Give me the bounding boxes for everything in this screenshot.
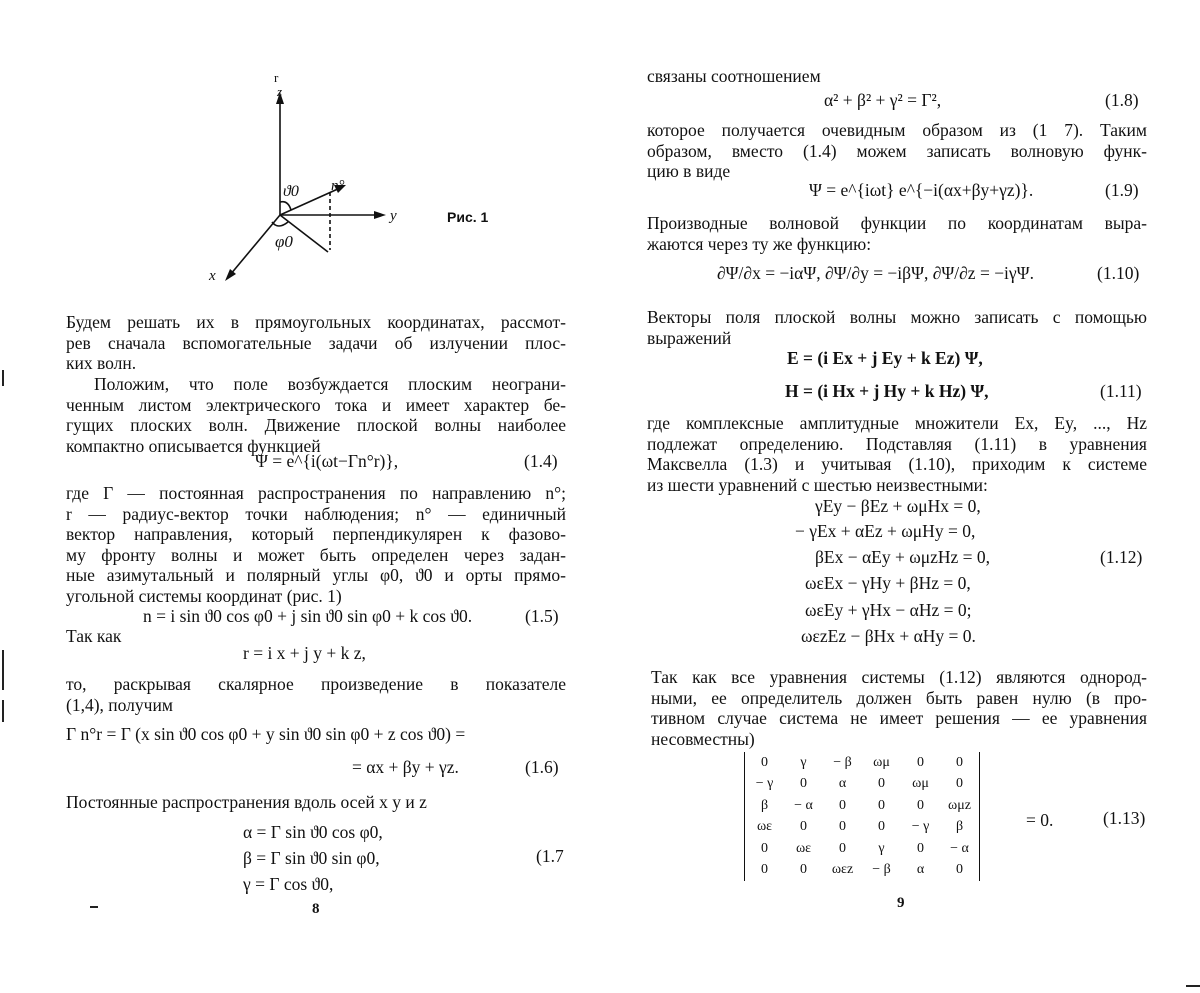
matrix-cell: ωε — [795, 840, 812, 856]
equation-1-7-beta: β = Γ sin ϑ0 sin φ0, — [243, 848, 380, 868]
equation-1-9: Ψ = e^{iωt} e^{−i(αx+βy+γz)}. — [809, 180, 1034, 200]
matrix-cell: 0 — [917, 840, 924, 856]
matrix-cell: 0 — [761, 840, 768, 856]
matrix-cell: ωμz — [948, 797, 971, 813]
determinant-matrix — [744, 752, 980, 881]
matrix-cell: 0 — [839, 819, 846, 835]
equation-1-8: α² + β² + γ² = Γ², — [824, 90, 942, 110]
tak-kak-text: Так как — [66, 626, 122, 646]
matrix-cell: ωε — [756, 819, 773, 835]
coordinate-figure — [200, 60, 400, 290]
right-paragraph-1: которое получается очевидным образом из (1 7). Таким образом, вместо (1.4) можем записать волновую функ- цию в виде — [647, 120, 1147, 181]
equation-1-12-row: − γEx + αEz + ωμHy = 0, — [795, 521, 976, 541]
matrix-cell: 0 — [800, 862, 807, 878]
matrix-row — [745, 795, 979, 817]
equation-1-10: ∂Ψ/∂x = −iαΨ, ∂Ψ/∂y = −iβΨ, ∂Ψ/∂z = −iγΨ. — [717, 263, 1034, 283]
matrix-row — [745, 860, 979, 882]
x-axis — [230, 215, 280, 275]
matrix-cell: − β — [833, 754, 852, 770]
left-paragraph-1: Будем решать их в прямоугольных координатах, рассмот- рев сначала вспомогательные задачи об излучении плос- ких волн. — [66, 312, 566, 373]
matrix-cell: 0 — [800, 776, 807, 792]
equation-1-4-number: (1.4) — [524, 451, 558, 471]
matrix-cell: 0 — [878, 776, 885, 792]
matrix-cell: − α — [950, 840, 969, 856]
equation-1-11-number: (1.11) — [1100, 381, 1142, 401]
equation-r: r = i x + j y + k z, — [243, 643, 366, 663]
right-paragraph-2: Производные волновой функции по координатам выра- жаются через ту же функцию: — [647, 213, 1147, 254]
matrix-cell: 0 — [800, 819, 807, 835]
equation-1-7-number: (1.7 — [536, 846, 564, 866]
equation-1-13-number: (1.13) — [1103, 808, 1146, 828]
equation-1-8-number: (1.8) — [1105, 90, 1139, 110]
matrix-cell: γ — [878, 840, 885, 856]
equation-1-7-alpha: α = Γ sin ϑ0 cos φ0, — [243, 822, 383, 842]
equation-1-11-e: E = (i Ex + j Ey + k Ez) Ψ, — [787, 348, 983, 368]
matrix-cell: γ — [800, 754, 807, 770]
matrix-cell: 0 — [761, 754, 768, 770]
equation-1-4: Ψ = e^{i(ωt−Γn°r)}, — [255, 451, 399, 471]
matrix-cell: 0 — [917, 754, 924, 770]
equation-1-12-row: ωεzEz − βHx + αHy = 0. — [801, 626, 976, 646]
matrix-cell: 0 — [956, 862, 963, 878]
matrix-cell: − γ — [755, 776, 774, 792]
matrix-cell: − γ — [911, 819, 930, 835]
matrix-cell: ωμ — [873, 754, 890, 770]
equation-1-6-line-2: = αx + βy + γz. — [352, 757, 459, 777]
equation-1-6-number: (1.6) — [525, 757, 559, 777]
scan-mark — [1186, 985, 1200, 987]
right-paragraph-3: Векторы поля плоской волны можно записать с помощью выражений — [647, 307, 1147, 348]
equation-1-7-gamma: γ = Γ cos ϑ0, — [243, 874, 334, 894]
matrix-row — [745, 774, 979, 796]
left-paragraph-5: Постоянные распространения вдоль осей x y и z — [66, 792, 427, 812]
equation-1-13-tail: = 0. — [1026, 810, 1054, 830]
equation-1-12-row: ωεEy + γHx − αHz = 0; — [805, 600, 972, 620]
matrix-row — [745, 817, 979, 839]
matrix-cell: α — [838, 776, 847, 792]
equation-1-5: n = i sin ϑ0 cos φ0 + j sin ϑ0 sin φ0 + k cos ϑ0. — [143, 606, 473, 626]
left-page-number: 8 — [312, 901, 320, 917]
matrix-cell: 0 — [878, 797, 885, 813]
gutter-mark — [2, 700, 4, 722]
equation-1-9-number: (1.9) — [1105, 180, 1139, 200]
equation-1-11-h: H = (i Hx + j Hy + k Hz) Ψ, — [785, 381, 989, 401]
matrix-cell: ωμ — [912, 776, 929, 792]
matrix-cell: 0 — [878, 819, 885, 835]
equation-1-12-row: βEx − αEy + ωμzHz = 0, — [815, 547, 991, 567]
matrix-cell: α — [916, 862, 925, 878]
left-paragraph-2: Положим, что поле возбуждается плоским неограни- ченным листом электрического тока и имеет характер бе- гущих плоских волн. Движение плоской волны наиболее компактно описывается функцией — [66, 374, 566, 456]
matrix-cell: β — [955, 819, 964, 835]
matrix-cell: − α — [794, 797, 813, 813]
matrix-cell: − β — [872, 862, 891, 878]
gutter-mark — [2, 650, 4, 690]
left-paragraph-4: то, раскрывая скалярное произведение в показателе (1,4), получим — [66, 674, 566, 715]
matrix-row — [745, 752, 979, 774]
matrix-cell: 0 — [956, 776, 963, 792]
right-page-number: 9 — [897, 895, 905, 911]
figure-label-n: n° — [331, 178, 345, 194]
right-paragraph-4: где комплексные амплитудные множители Ex, Ey, ..., Hz подлежат определению. Подставляя (1.11) в уравнения Максвелла (1.3) и учитывая (1.10), приходим к системе из шести уравнений с шестью неизвестными: — [647, 413, 1147, 495]
matrix-cell: β — [760, 797, 769, 813]
figure-label-x: x — [209, 268, 216, 284]
gutter-mark — [2, 370, 4, 386]
figure-label-z: z — [277, 84, 283, 99]
theta-arc — [280, 202, 291, 210]
figure-label-y: y — [390, 208, 397, 224]
matrix-row — [745, 838, 979, 860]
equation-1-6-line-1: Γ n°r = Γ (x sin ϑ0 cos φ0 + y sin ϑ0 sin φ0 + z cos ϑ0) = — [66, 724, 466, 744]
equation-1-10-number: (1.10) — [1097, 263, 1140, 283]
left-paragraph-3: где Γ — постоянная распространения по направлению n°; r — радиус-вектор точки наблюдения; n° — единичный вектор направления, который перпендикулярен к фазово- му фронту волны и может быть определен через задан- ные азимутальный и полярный углы φ0, ϑ0 и орты прямо- угольной системы координат (рис. 1) — [66, 483, 566, 606]
right-paragraph-5: Так как все уравнения системы (1.12) являются однород- ными, ее определитель должен быть равен нулю (в про- тивном случае система не имеет решения — ее уравнения несовместны) — [651, 667, 1147, 749]
figure-label-theta: ϑ0 — [283, 183, 299, 200]
equation-1-12-row: ωεEx − γHy + βHz = 0, — [805, 573, 971, 593]
right-line-1: связаны соотношением — [647, 66, 821, 86]
equation-1-5-number: (1.5) — [525, 606, 559, 626]
matrix-cell: ωεz — [831, 862, 854, 878]
matrix-cell: 0 — [839, 797, 846, 813]
scan-mark — [90, 906, 98, 908]
figure-caption: Рис. 1 — [447, 209, 489, 225]
right-page — [600, 0, 1200, 993]
matrix-cell: 0 — [917, 797, 924, 813]
matrix-cell: 0 — [761, 862, 768, 878]
equation-1-12-row: γEy − βEz + ωμHx = 0, — [815, 496, 981, 516]
equation-1-12-number: (1.12) — [1100, 547, 1143, 567]
matrix-cell: 0 — [839, 840, 846, 856]
figure-label-phi: φ0 — [275, 232, 293, 251]
figure-label-r: r — [274, 70, 279, 85]
matrix-cell: 0 — [956, 754, 963, 770]
